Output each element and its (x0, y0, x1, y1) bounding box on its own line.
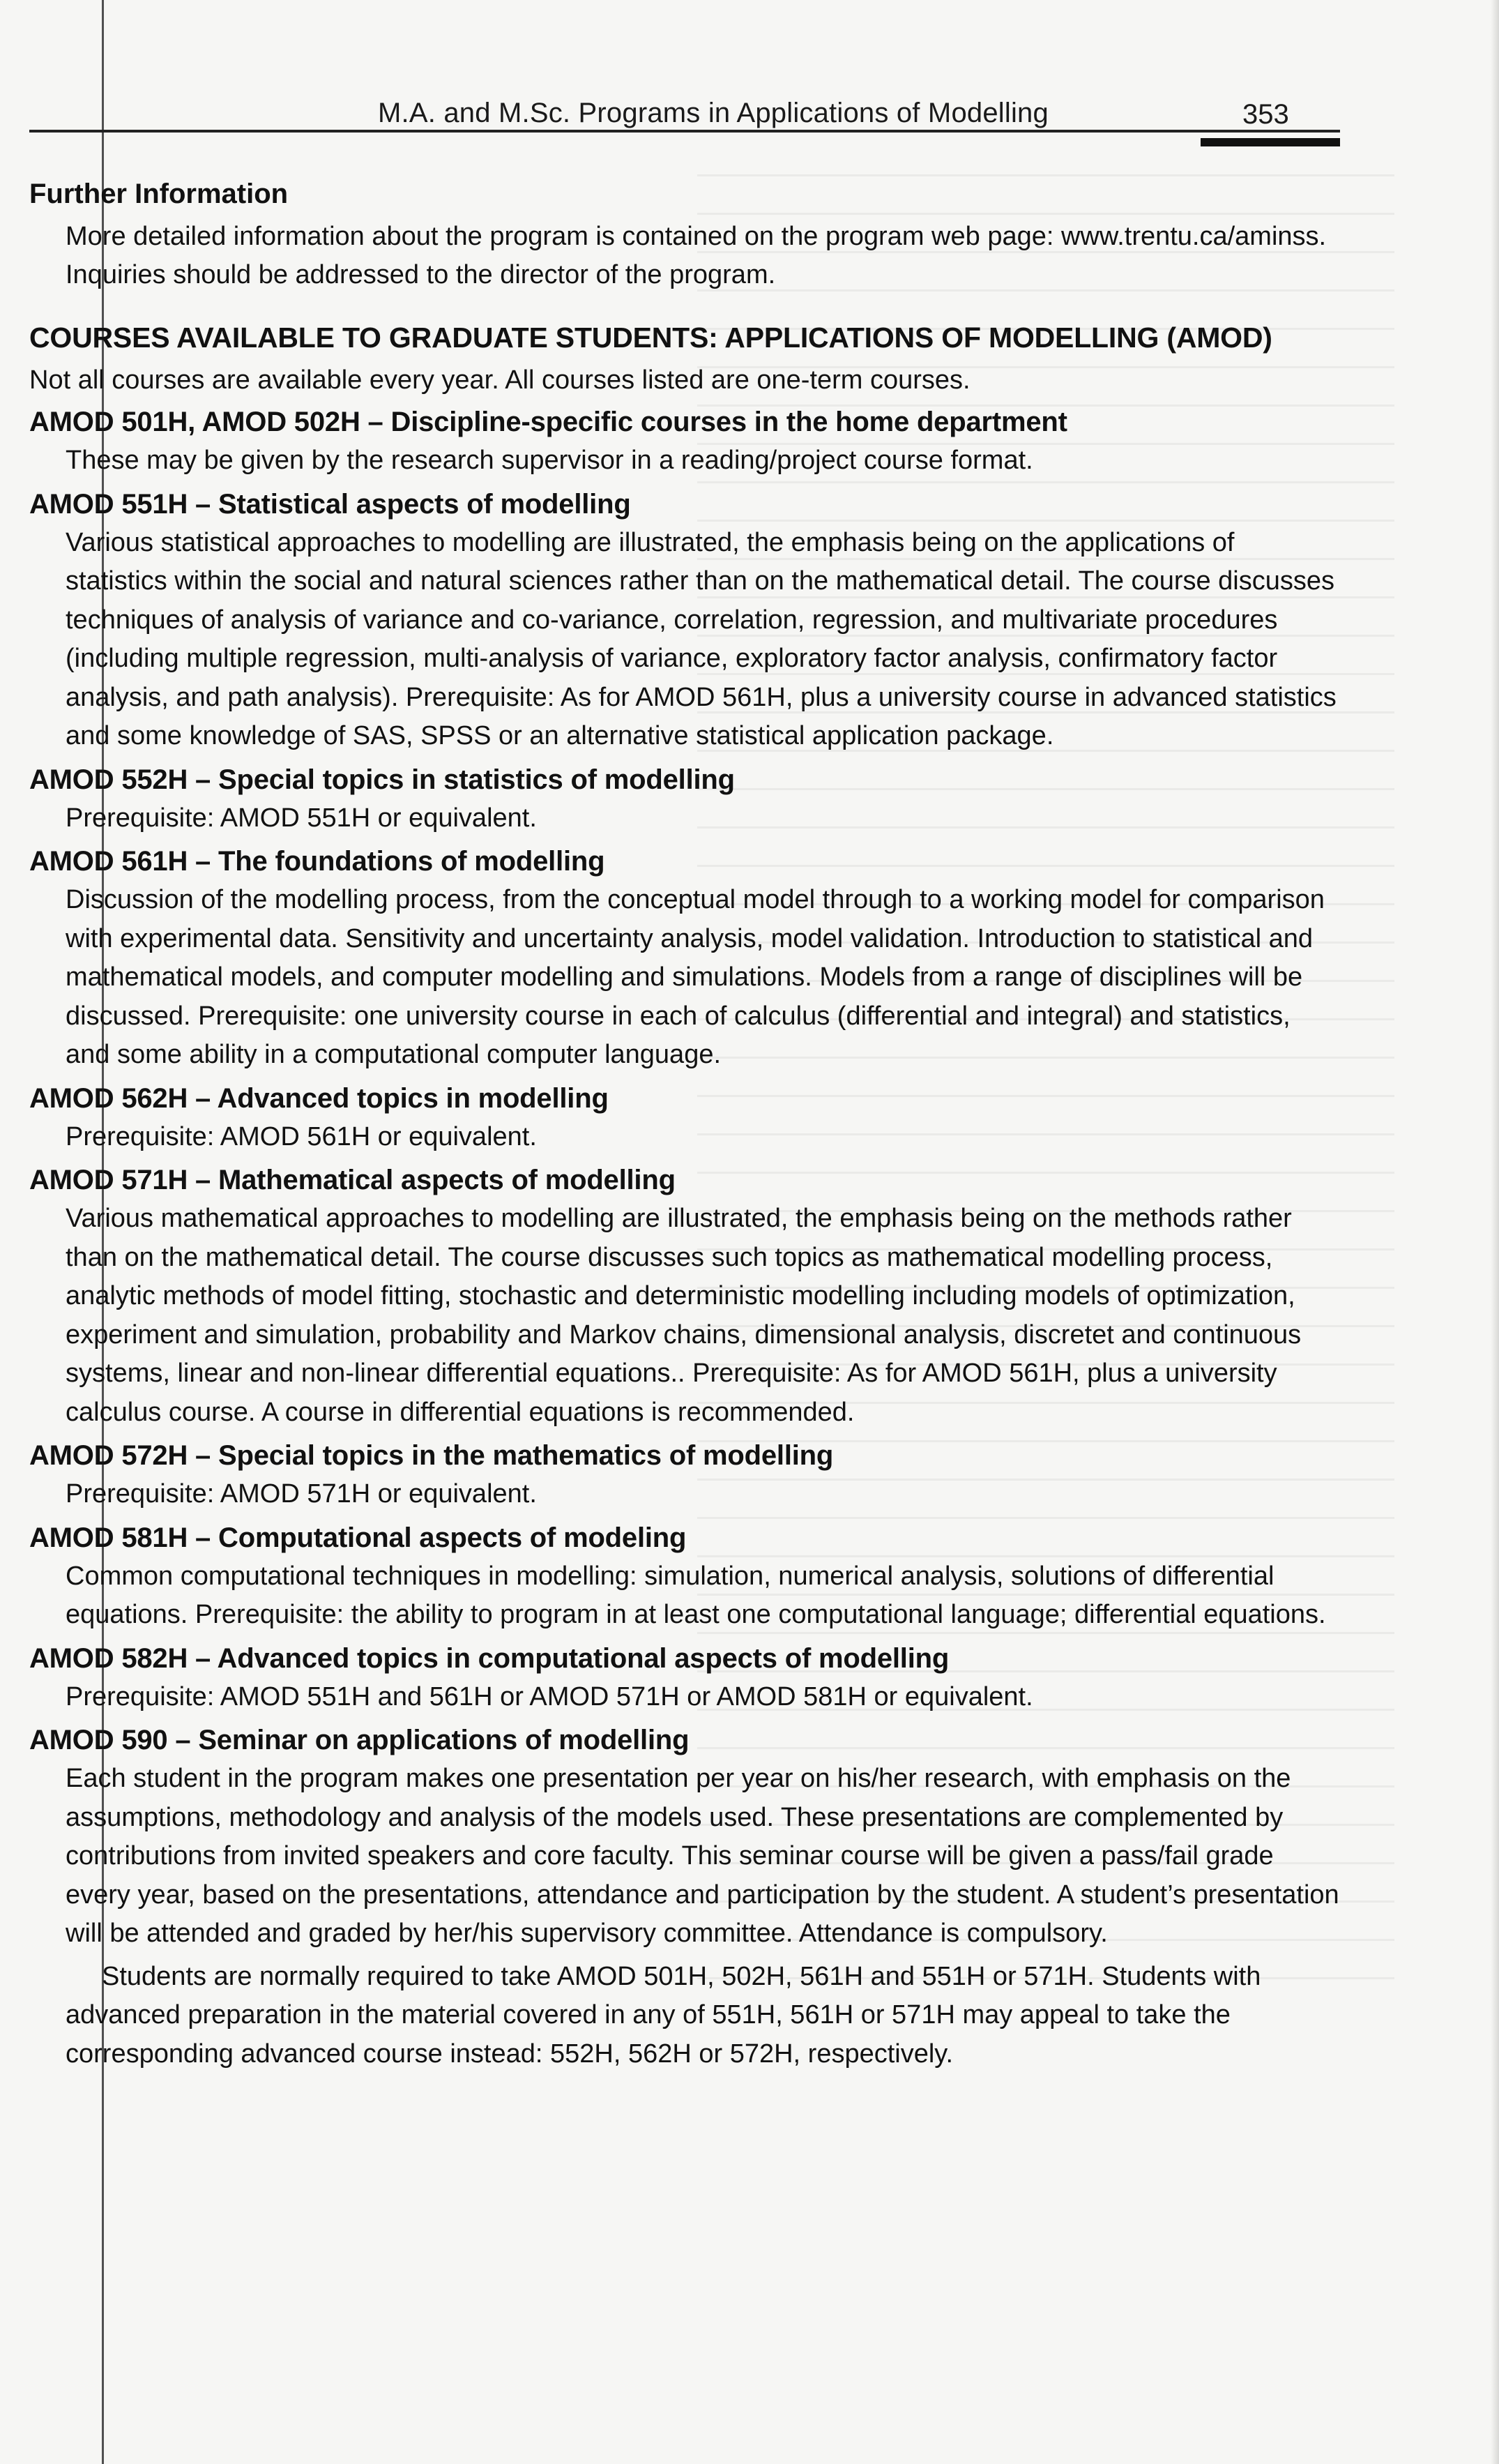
course-title: AMOD 552H – Special topics in statistics of modelling (29, 764, 735, 795)
course-title: AMOD 572H – Special topics in the mathematics of modelling (29, 1440, 834, 1471)
course-title: AMOD 561H – The foundations of modelling (29, 846, 605, 877)
closing-paragraph: Students are normally required to take AMOD 501H, 502H, 561H and 551H or 571H. Students with advanced preparation in the material covered in any of 551H, 561H or 571H may appeal to take the corresponding advanced course instead: 552H, 562H or 572H, respectively. (66, 1961, 1261, 2069)
course-description: Discussion of the modelling process, from the conceptual model through to a working model for comparison with experimental data. Sensitivity and uncertainty analysis, model validation. Introduction to statistical and mathematical models, and computer modelling and simulations. Models from a range of disciplines will be discussed. Prerequisite: one university course in each of calculus (differential and integral) and statistics, and some ability in a computational computer language. (66, 885, 1325, 1069)
course-entry (29, 1639, 1340, 1717)
course-description: Various statistical approaches to modelling are illustrated, the emphasis being on the applications of statistics within the social and natural sciences rather than on the mathematical detail. The course discusses techniques of analysis of variance and co-variance, correlation, regression, and multivariate procedures (including multiple regression, multi-analysis of variance, exploratory factor analysis, confirmatory factor analysis, and path analysis). Prerequisite: As for AMOD 561H, plus a university course in advanced statistics and some knowledge of SAS, SPSS or an alternative statistical application package. (66, 527, 1337, 750)
header-rule (29, 130, 1340, 133)
course-title: AMOD 571H – Mathematical aspects of modelling (29, 1165, 676, 1195)
further-information-heading: Further Information (29, 179, 289, 209)
course-entry (29, 1721, 1340, 1953)
courses-section (29, 318, 1340, 2073)
course-entry (29, 1518, 1340, 1635)
course-title: AMOD 581H – Computational aspects of modeling (29, 1522, 687, 1553)
course-description: Prerequisite: AMOD 551H or equivalent. (66, 803, 537, 833)
page-body (29, 176, 1340, 2073)
page-edge-shadow (1491, 0, 1499, 2464)
courses-intro: Not all courses are available every year. All courses listed are one-term courses. (29, 365, 971, 395)
running-header (29, 84, 1340, 146)
course-title: AMOD 582H – Advanced topics in computational aspects of modelling (29, 1642, 950, 1674)
course-description: Prerequisite: AMOD 551H and 561H or AMOD 571H or AMOD 581H or equivalent. (66, 1681, 1033, 1711)
course-description: These may be given by the research supervisor in a reading/project course format. (66, 446, 1033, 475)
further-information-body: More detailed information about the program is contained on the program web page: www.trentu.ca/aminss. Inquiries should be addressed to the director of the program. (66, 222, 1327, 289)
course-entry (29, 1079, 1340, 1157)
course-entry (29, 1436, 1340, 1514)
course-title: AMOD 501H, AMOD 502H – Discipline-specific courses in the home department (29, 407, 1067, 437)
course-title: AMOD 562H – Advanced topics in modelling (29, 1082, 609, 1114)
course-entry (29, 402, 1340, 481)
course-description: Prerequisite: AMOD 571H or equivalent. (66, 1479, 537, 1509)
course-title: AMOD 551H – Statistical aspects of modelling (29, 488, 631, 520)
course-entry (29, 485, 1340, 756)
page-number: 353 (1242, 99, 1289, 130)
further-information-section (29, 176, 1340, 294)
running-title: M.A. and M.Sc. Programs in Applications of Modelling (378, 98, 1049, 128)
course-description: Each student in the program makes one presentation per year on his/her research, with emphasis on the assumptions, methodology and analysis of the models used. These presentations are complemented by contributions from invited speakers and core faculty. This seminar course will be given a pass/fail grade every year, based on the presentations, attendance and participation by the student. A student’s presentation will be attended and graded by her/his supervisory committee. Attendance is compulsory. (66, 1764, 1339, 1948)
course-description: Various mathematical approaches to modelling are illustrated, the emphasis being on the methods rather than on the mathematical detail. The course discusses such topics as mathematical modelling process, analytic methods of model fitting, stochastic and deterministic modelling including models of optimization, experiment and simulation, probability and Markov chains, dimensional analysis, discretet and continuous systems, linear and non-linear differential equations.. Prerequisite: As for AMOD 561H, plus a university calculus course. A course in differential equations is recommended. (66, 1204, 1302, 1427)
courses-heading: COURSES AVAILABLE TO GRADUATE STUDENTS: APPLICATIONS OF MODELLING (AMOD) (29, 322, 1272, 354)
course-entry (29, 1161, 1340, 1432)
header-rule-accent (1201, 138, 1340, 146)
course-entry (29, 760, 1340, 838)
course-description: Prerequisite: AMOD 561H or equivalent. (66, 1121, 537, 1151)
course-description: Common computational techniques in modelling: simulation, numerical analysis, solutions of differential equations. Prerequisite: the ability to program in at least one computational language; differential equations. (66, 1561, 1326, 1629)
course-title: AMOD 590 – Seminar on applications of modelling (29, 1725, 690, 1755)
course-entry (29, 842, 1340, 1075)
